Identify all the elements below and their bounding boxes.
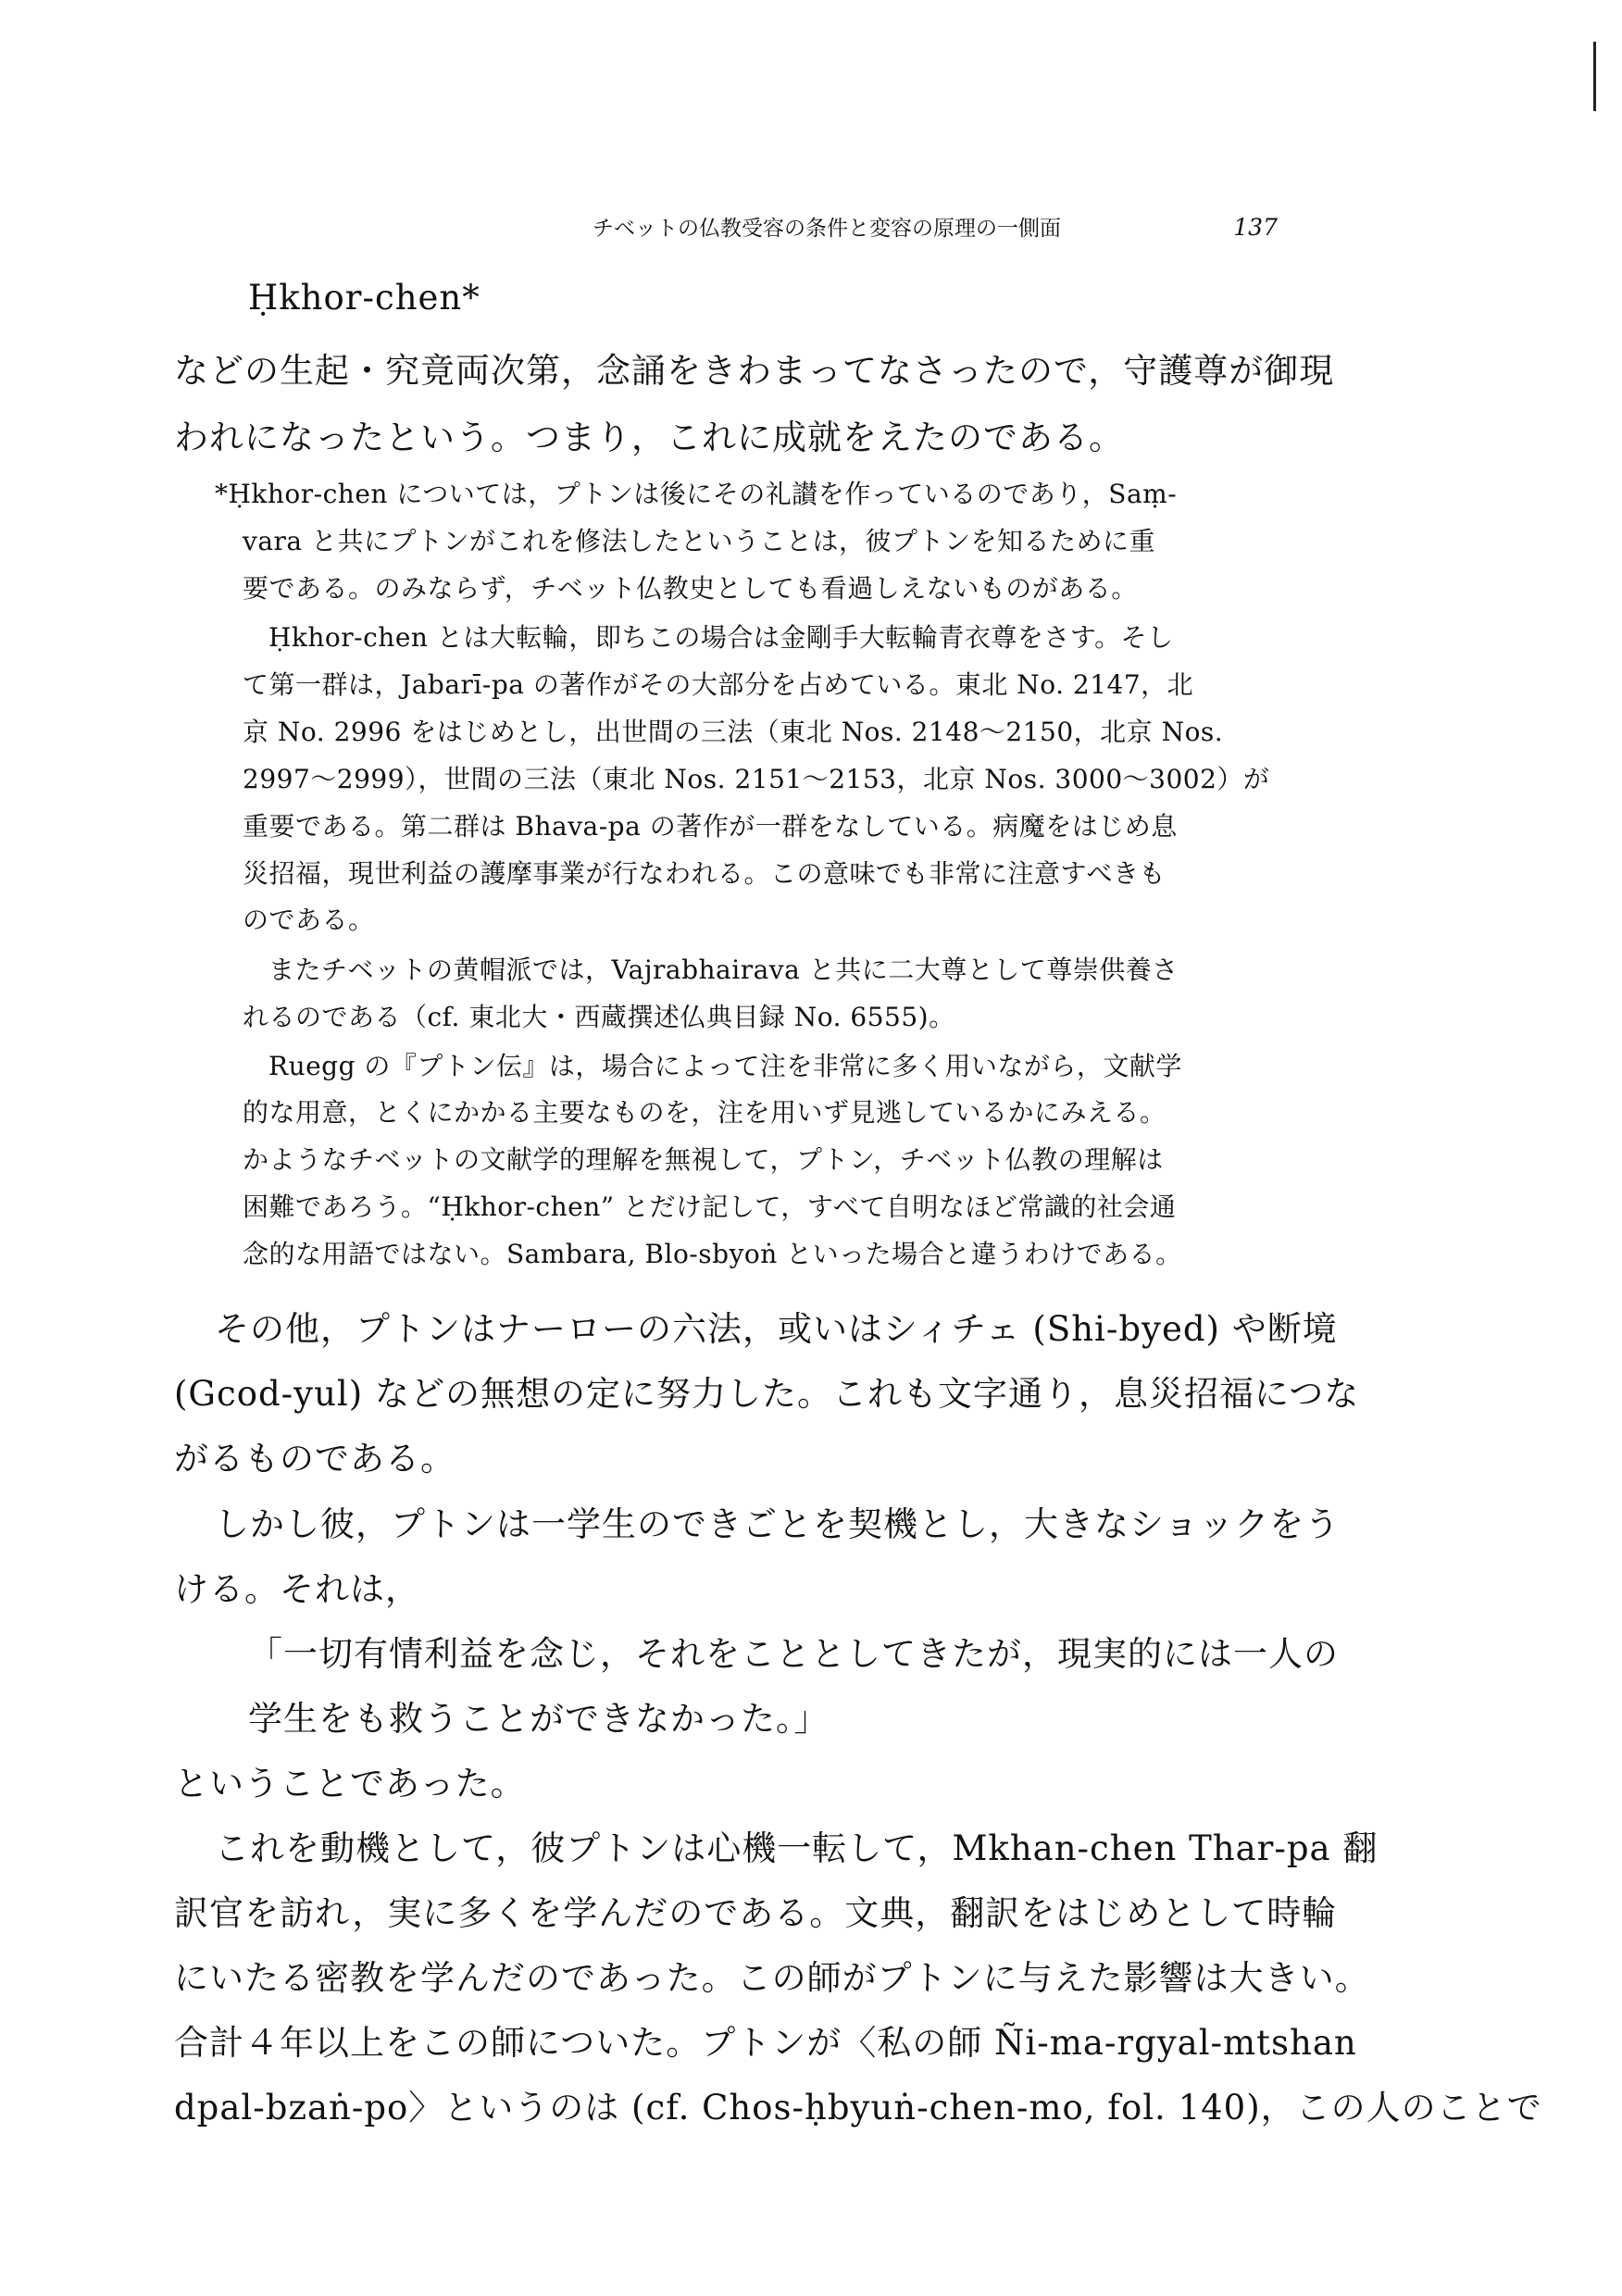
footnote-line: のである。 bbox=[243, 905, 375, 935]
body-line: 訳官を訪れ，実に多くを学んだのである。文典，翻訳をはじめとして時輪 bbox=[174, 1893, 1338, 1933]
footnote-line: Ruegg の『プトン伝』は，場合によって注を非常に多く用いながら，文献学 bbox=[268, 1051, 1182, 1081]
top-term: Ḥkhor-chen* bbox=[248, 278, 480, 318]
footnote-line: vara と共にプトンがこれを修法したということは，彼プトンを知るために重 bbox=[243, 526, 1155, 556]
footnote-line: 困難であろう。“Ḥkhor-chen” とだけ記して，すべて自明なほど常識的社会通 bbox=[243, 1192, 1177, 1222]
footnote-line: *Ḥkhor-chen については，プトンは後にその礼讃を作っているのであり，Saṃ- bbox=[215, 479, 1178, 509]
running-title: チベットの仏教受容の条件と変容の原理の一側面 bbox=[593, 217, 1061, 241]
footnote-line: 念的な用語ではない。Sambara, Blo-sbyoṅ といった場合と違うわけである。 bbox=[243, 1239, 1182, 1269]
body-line: 合計４年以上をこの師についた。プトンが〈私の師 Ñi-ma-rgyal-mtshan bbox=[174, 2023, 1357, 2063]
footnote-line: またチベットの黄帽派では，Vajrabhairava と共に二大尊として尊崇供養さ bbox=[268, 955, 1179, 985]
body-line: などの生起・究竟両次第，念誦をきわまってなさったので，守護尊が御現 bbox=[174, 351, 1335, 391]
body-line: (Gcod-yul) などの無想の定に努力した。これも文字通り，息災招福につな bbox=[174, 1374, 1360, 1414]
footnote-line: 京 No. 2996 をはじめとし，出世間の三法（東北 Nos. 2148〜2150，北京 Nos. bbox=[243, 717, 1224, 747]
page-number: 137 bbox=[1233, 214, 1278, 241]
body-line: しかし彼，プトンは一学生のできごとを契機とし，大きなショックをう bbox=[215, 1504, 1341, 1544]
body-line: これを動機として，彼プトンは心機一転して，Mkhan-chen Thar-pa 翻 bbox=[215, 1828, 1379, 1868]
footnote-line: 的な用意，とくにかかる主要なものを，注を用いず見逃しているかにみえる。 bbox=[243, 1097, 1167, 1128]
quote-line: 学生をも救うことができなかった。」 bbox=[248, 1699, 830, 1739]
footnote-line: れるのである（cf. 東北大・西蔵撰述仏典目録 No. 6555)。 bbox=[243, 1002, 955, 1032]
footnote-line: 要である。のみならず，チベット仏教史としても看過しえないものがある。 bbox=[243, 573, 1138, 604]
footnote-line: 2997〜2999），世間の三法（東北 Nos. 2151〜2153，北京 Nos. 3000〜3002）が bbox=[243, 764, 1270, 794]
body-line: ける。それは， bbox=[174, 1569, 420, 1609]
running-header bbox=[593, 211, 1278, 242]
body-line: われになったという。つまり，これに成就をえたのである。 bbox=[174, 418, 1124, 457]
body-line: その他，プトンはナーローの六法，或いはシィチェ (Shi-byed) や断境 bbox=[215, 1309, 1338, 1349]
scan-edge-mark bbox=[1593, 42, 1596, 111]
footnote-line: Ḥkhor-chen とは大転輪，即ちこの場合は金剛手大転輪青衣尊をさす。そし bbox=[268, 622, 1174, 653]
body-line: にいたる密教を学んだのであった。この師がプトンに与えた影響は大きい。 bbox=[174, 1958, 1370, 1998]
footnote-line: 災招福，現世利益の護摩事業が行なわれる。この意味でも非常に注意すべきも bbox=[243, 858, 1166, 889]
body-line: がるものである。 bbox=[174, 1439, 455, 1479]
footnote-line: て第一群は，Jabarī-pa の著作がその大部分を占めている。東北 No. 2147，北 bbox=[243, 669, 1194, 700]
quote-line: 「一切有情利益を念じ，それをこととしてきたが，現実的には一人の bbox=[248, 1634, 1339, 1674]
footnote-line: 重要である。第二群は Bhava-pa の著作が一群をなしている。病魔をはじめ息 bbox=[243, 811, 1178, 842]
footnote-line: かようなチベットの文献学的理解を無視して，プトン，チベット仏教の理解は bbox=[243, 1144, 1164, 1175]
body-line: dpal-bzaṅ-po〉というのは (cf. Chos-ḥbyuṅ-chen-mo, fol. 140)，この人のことで bbox=[174, 2088, 1542, 2128]
body-line: ということであった。 bbox=[174, 1764, 526, 1803]
